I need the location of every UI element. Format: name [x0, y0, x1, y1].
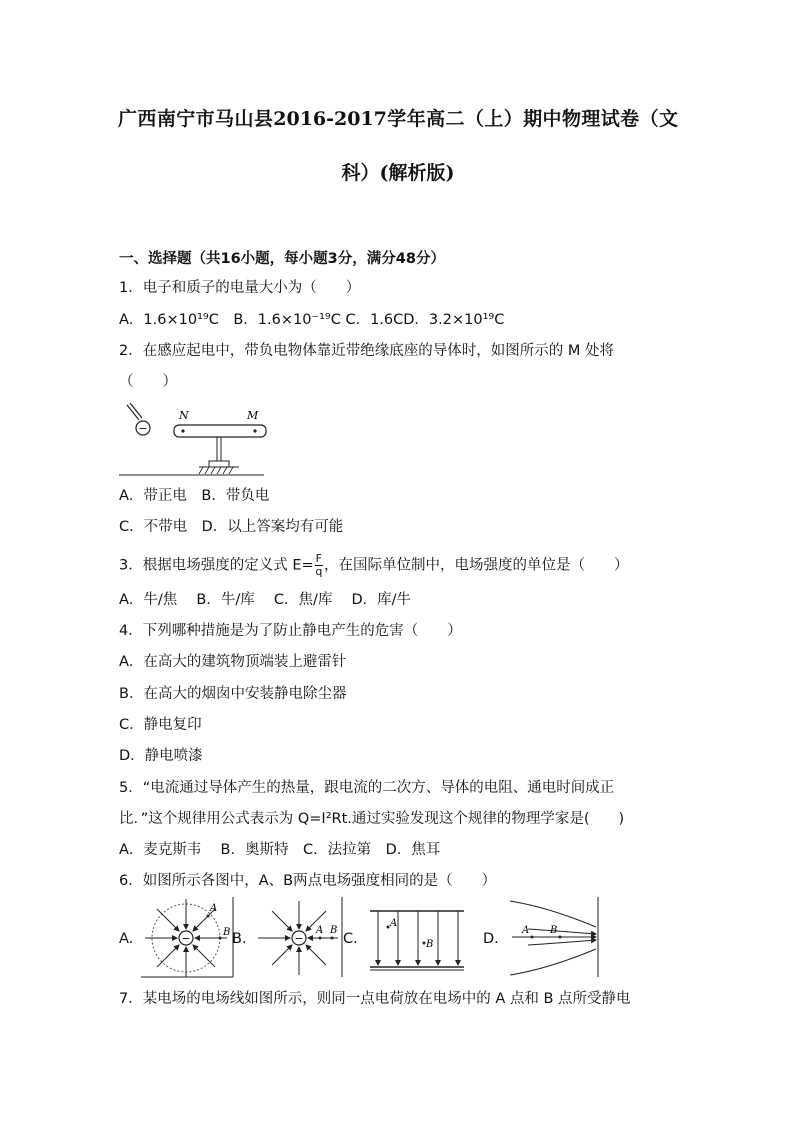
point-b: [559, 936, 562, 939]
ground-hatch: [199, 467, 233, 474]
q4-option-b: B．在高大的烟囱中安装静电除尘器: [119, 686, 347, 702]
q2-options-ab: A．带正电 B．带负电: [119, 488, 270, 504]
q4-option-c: C．静电复印: [119, 717, 202, 733]
q3-stem-post: ，在国际单位制中，电场强度的单位是（ ）: [323, 557, 629, 574]
q6-figure-d: [508, 897, 600, 979]
q6-label-a: A.: [119, 931, 134, 947]
q6-figure-c: [370, 909, 466, 971]
q6-label-c: C.: [343, 931, 358, 947]
point-a: [319, 937, 322, 940]
point-m: [253, 429, 256, 432]
upper-boundary: [510, 901, 596, 927]
title-line-2: 科）(解析版): [341, 162, 455, 184]
svg-text:A: A: [522, 925, 530, 936]
stand-base: [209, 461, 229, 467]
q2-stem-line-1: 2．在感应起电中，带负电物体靠近带绝缘底座的导体时，如图所示的 M 处将: [119, 343, 614, 359]
q2-stem-line-2: （ ）: [119, 374, 177, 390]
svg-text:−: −: [181, 932, 191, 945]
q6-stem: 6．如图所示各图中，A、B两点电场强度相同的是（ ）: [119, 873, 497, 889]
svg-text:B: B: [426, 939, 434, 950]
title-line-1: 广西南宁市马山县2016-2017学年高二（上）期中物理试卷（文: [118, 108, 678, 130]
q6-label-b: B.: [232, 931, 247, 947]
point-a: [531, 936, 534, 939]
q3-stem: [119, 553, 628, 578]
conductor-bar: [174, 425, 266, 437]
field-formula-fraction: [315, 553, 323, 578]
q5-options: A．麦克斯韦 B．奥斯特 C．法拉第 D．焦耳: [119, 842, 441, 858]
q1-stem: 1．电子和质子的电量大小为（ ）: [119, 280, 361, 296]
q5-line-2: 比．”这个规律用公式表示为 Q=I²Rt.通过实验发现这个规律的物理学家是( ): [119, 811, 625, 827]
q3-options: A．牛/焦 B．牛/库 C．焦/库 D．库/牛: [119, 592, 412, 608]
q6-figure-a: [141, 897, 236, 979]
point-a: [207, 915, 210, 918]
q5-line-1: 5．“电流通过导体产生的热量，跟电流的二次方、导体的电阻、通电时间成正: [119, 780, 615, 796]
q4-option-d: D．静电喷漆: [119, 748, 203, 764]
lower-boundary: [510, 949, 596, 975]
svg-text:B: B: [330, 925, 338, 936]
q2-options-cd: C．不带电 D．以上答案均有可能: [119, 519, 344, 535]
svg-text:A: A: [210, 903, 218, 914]
ball-sign: −: [138, 422, 148, 435]
q2-conductor-figure: [119, 403, 269, 479]
q6-figure-b: [254, 897, 344, 979]
point-b: [331, 937, 334, 940]
svg-text:B: B: [223, 927, 231, 938]
svg-text:A: A: [390, 918, 398, 929]
q3-stem-pre: 3．根据电场强度的定义式 E=: [119, 557, 314, 574]
q4-option-a: A．在高大的建筑物顶端装上避雷针: [119, 654, 347, 670]
document-title: [118, 92, 678, 200]
fraction-denominator: q: [315, 565, 323, 578]
section-heading-choice: 一、选择题（共16小题，每小题3分，满分48分）: [119, 251, 445, 267]
q4-stem: 4．下列哪种措施是为了防止静电产生的危害（ ）: [119, 623, 462, 639]
q1-options: A．1.6×10¹⁹C B．1.6×10⁻¹⁹C C．1.6CD．3.2×10¹⁹C: [119, 312, 505, 328]
q7-stem: 7．某电场的电场线如图所示，则同一点电荷放在电场中的 A 点和 B 点所受静电: [119, 991, 631, 1007]
fraction-numerator: F: [315, 552, 322, 565]
point-n: [181, 429, 184, 432]
point-b: [219, 937, 222, 940]
label-m: M: [247, 409, 259, 422]
svg-text:A: A: [316, 925, 324, 936]
svg-text:B: B: [550, 925, 558, 936]
svg-text:−: −: [294, 932, 304, 945]
label-n: N: [179, 409, 189, 422]
q6-label-d: D.: [483, 931, 499, 947]
